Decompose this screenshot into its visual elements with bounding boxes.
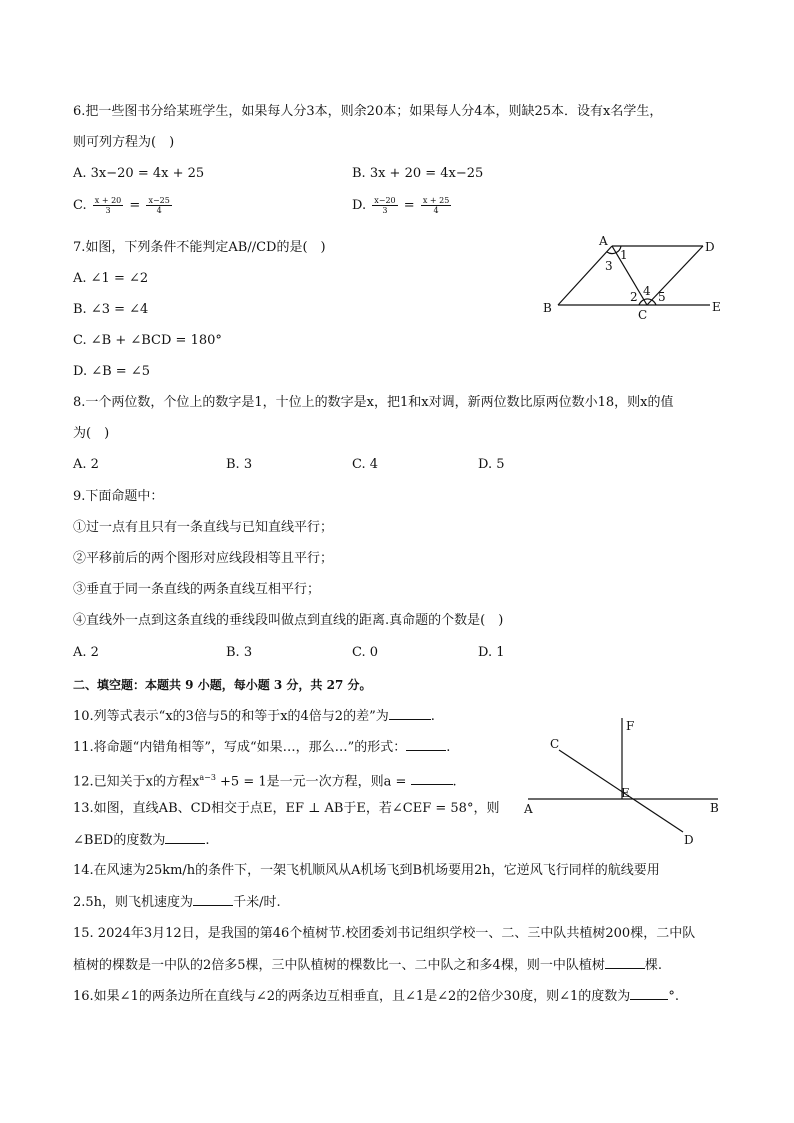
q8-option-a: A. 2 [73,457,99,472]
q13-figure [520,712,730,850]
q6-option-a: A. 3x−20 = 4x + 25 [73,166,205,181]
q13-stem-line2 [73,832,210,849]
q16-text-post: °. [668,989,679,1004]
q12 [73,770,457,790]
q7-option-b: B. ∠3 = ∠4 [73,302,149,317]
q7-line-ab [558,246,612,305]
q7-option-a: A. ∠1 = ∠2 [73,271,149,286]
q9-option-c: C. 0 [352,645,379,660]
q7-label-b: B [543,301,552,315]
q6-option-d-right-fraction: $\frac{x + 25}{4}$ [422,196,450,215]
q10-end: . [430,709,435,724]
q6-option-c-left-fraction: $\frac{x + 20}{3}$ [94,196,122,215]
q15-text-pre: 植树的棵数是一中队的2倍多5棵，三中队植树的棵数比一、二中队之和多4棵，则一中队植树 [73,958,605,973]
q12-text-post: +5 = 1是一元一次方程，则a = [215,774,411,790]
q12-text-pre: 12.已知关于x的方程x [73,774,200,790]
q12-end: . [452,774,457,790]
q8-stem-line1: 8.一个两位数，个位上的数字是1，十位上的数字是x，把1和x对调，新两位数比原两位数小18，则x的值 [73,395,674,410]
q8-option-c: C. 4 [352,457,379,472]
q9-option-a: A. 2 [73,645,99,660]
q11-end: . [446,740,451,755]
q14-answer-blank [193,894,233,906]
q11-answer-blank [406,739,446,751]
q7-figure [535,232,735,322]
q7-angle-2: 2 [630,290,638,304]
q7-label-e: E [712,300,721,314]
q7-angle-5: 5 [658,290,666,304]
q6-option-d [352,196,453,215]
q7-option-c: C. ∠B + ∠BCD = 180° [73,333,222,348]
q13-stem-line1: 13.如图，直线AB、CD相交于点E，EF ⊥ AB于E，若∠CEF = 58°，则 [73,801,500,816]
q7-label-c: C [638,308,648,322]
q16-answer-blank [630,988,668,1000]
q9-statement-3: ③垂直于同一条直线的两条直线互相平行； [73,582,321,597]
q13-end: . [205,833,210,848]
q6-option-c [73,196,174,215]
q15-answer-blank [605,957,645,969]
q6-option-c-label: C. [73,198,87,213]
q13-label-b: B [710,801,719,815]
q9-statement-1: ①过一点有且只有一条直线与已知直线平行； [73,520,334,535]
q8-option-b: B. 3 [226,457,253,472]
q9-statement-4: ④直线外一点到这条直线的垂线段叫做点到直线的距离.真命题的个数是( ) [73,613,504,628]
q6-option-b: B. 3x + 20 = 4x−25 [352,166,484,181]
q10-answer-blank [389,708,431,720]
q12-answer-blank [411,773,453,785]
q13-label-c: C [550,737,560,751]
q14-stem-line2 [73,894,281,911]
q9-option-d: D. 1 [478,645,505,660]
q14-stem-line1: 14.在风速为25km/h的条件下，一架飞机顺风从A机场飞到B机场要用2h，它逆风飞行同样的航线要用 [73,863,660,878]
q13-label-a: A [524,802,533,816]
q6-option-d-left-fraction: $\frac{x-20}{3}$ [374,196,396,215]
q12-exponent: a−3 [199,773,216,782]
q6-option-d-label: D. [352,198,367,213]
q8-option-d: D. 5 [478,457,505,472]
q13-label-d: D [684,833,694,847]
q7-stem: 7.如图，下列条件不能判定AB//CD的是( ) [73,240,326,255]
q10-text: 10.列等式表示“x的3倍与5的和等于x的4倍与2的差”为 [73,709,389,724]
q7-line-cd [647,246,703,305]
q6-option-c-equals: = [129,198,141,213]
q13-text: ∠BED的度数为 [73,833,166,848]
section-2-heading: 二、填空题：本题共 9 小题，每小题 3 分，共 27 分。 [73,678,372,692]
q8-stem-line2: 为( ) [73,426,110,441]
q6-option-d-equals: = [403,198,415,213]
q13-label-f: F [626,719,635,733]
q14-text-pre: 2.5h，则飞机速度为 [73,895,194,910]
q9-stem: 9.下面命题中： [73,489,164,504]
q15-text-post: 棵. [644,958,662,973]
q9-statement-2: ②平移前后的两个图形对应线段相等且平行； [73,551,334,566]
q13-label-e: E [621,786,630,800]
q13-answer-blank [165,832,205,844]
q11-text: 11.将命题“内错角相等”，写成“如果…，那么…”的形式： [73,740,407,755]
q7-label-a: A [599,234,608,248]
q7-option-d: D. ∠B = ∠5 [73,364,150,379]
q9-option-b: B. 3 [226,645,253,660]
q7-angle-1: 1 [620,248,628,262]
q7-angle-4: 4 [643,284,651,298]
q7-label-d: D [705,240,715,254]
q6-stem-line2: 则可列方程为( ) [73,135,175,150]
q15-stem-line1: 15. 2024年3月12日，是我国的第46个植树节.校团委刘书记组织学校一、二、三中队共植树200棵，二中队 [73,926,696,941]
q16-text-pre: 16.如果∠1的两条边所在直线与∠2的两条边互相垂直，且∠1是∠2的2倍少30度，则∠1的度数为 [73,989,631,1004]
q14-text-post: 千米/时. [233,895,281,910]
q15-stem-line2 [73,957,662,974]
q10 [73,708,435,725]
q11 [73,739,450,756]
q7-angle-3: 3 [605,259,613,273]
q16 [73,988,679,1005]
q6-stem-line1: 6.把一些图书分给某班学生，如果每人分3本，则余20本；如果每人分4本，则缺25本．设有x名学生， [73,104,663,119]
q6-option-c-right-fraction: $\frac{x-25}{4}$ [148,196,170,215]
